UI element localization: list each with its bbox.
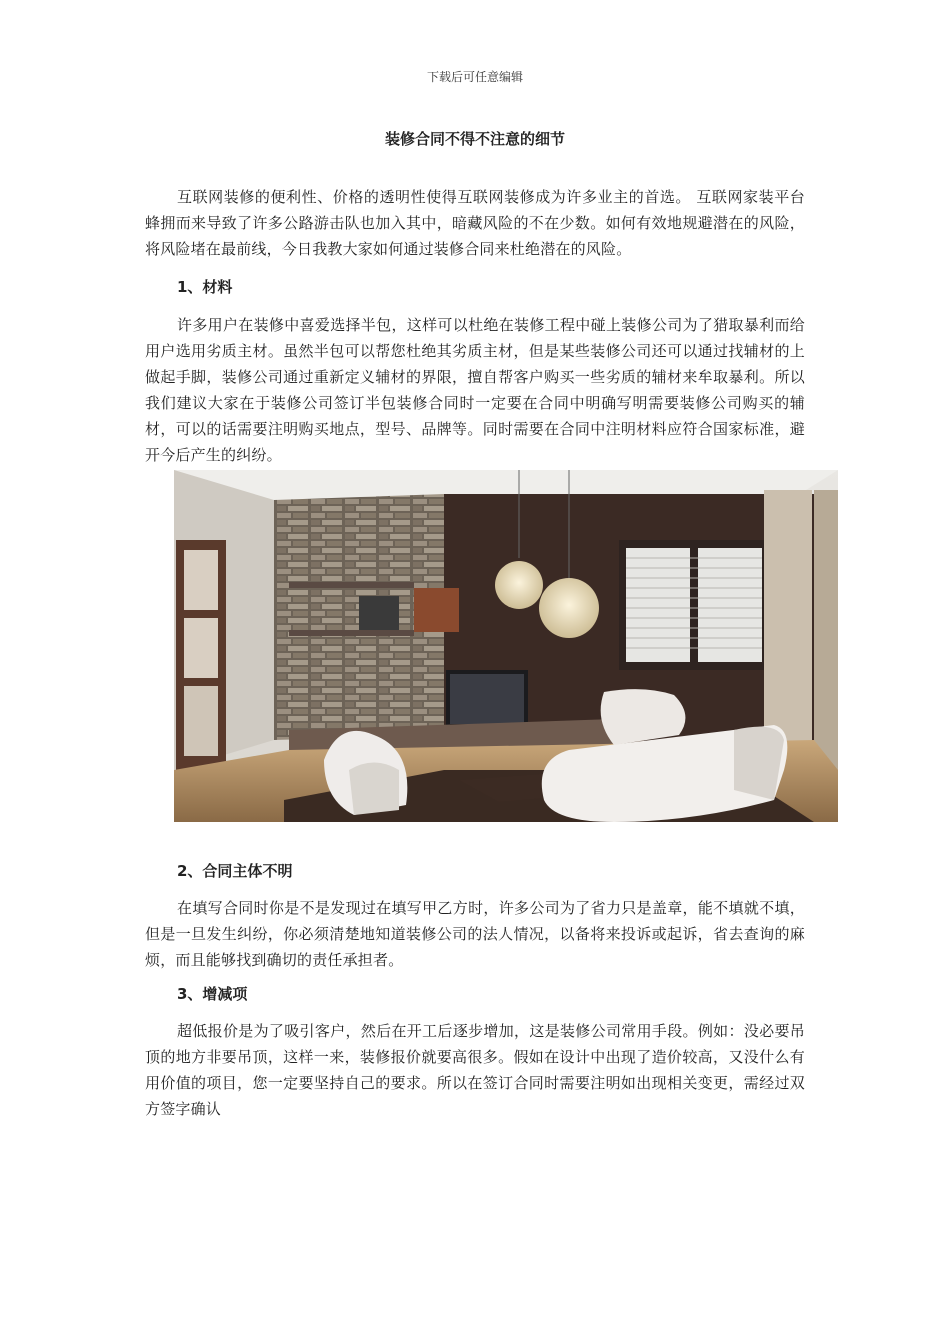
header-note: 下载后可任意编辑 <box>426 70 523 84</box>
intro-block <box>145 184 805 262</box>
section-materials <box>145 274 805 300</box>
section-materials-body <box>145 312 805 468</box>
living-room-photo <box>174 470 838 822</box>
section-paragraph: 超低报价是为了吸引客户，然后在开工后逐步增加，这是装修公司常用手段。例如：没必要吊顶的地方非要吊顶，这样一来，装修报价就要高很多。假如在设计中出现了造价较高，又没什么有用价值的项目，您一定要坚持自己的要求。所以在签订合同时需要注明如出现相关变更，需经过双方签字确认 <box>145 1022 805 1118</box>
document-title: 装修合同不得不注意的细节 <box>384 130 565 148</box>
section-heading: 3、增减项 <box>177 985 248 1003</box>
section-contract-parties-body <box>145 895 805 973</box>
section-paragraph: 许多用户在装修中喜爱选择半包，这样可以杜绝在装修工程中碰上装修公司为了猎取暴利而给用户选用劣质主材。虽然半包可以帮您杜绝其劣质主材，但是某些装修公司还可以通过找辅材的上做起手脚，装修公司通过重新定义辅材的界限，擅自帮客户购买一些劣质的辅材来牟取暴利。所以我们建议大家在于装修公司签订半包装修合同时一定要在合同中明确写明需要装修公司购买的辅材，可以的话需要注明购买地点，型号、品牌等。同时需要在合同中注明材料应符合国家标准，避开今后产生的纠纷。 <box>145 316 805 464</box>
section-additions-body <box>145 1018 805 1122</box>
section-heading: 1、材料 <box>177 278 233 296</box>
section-contract-parties <box>145 858 805 884</box>
section-paragraph: 在填写合同时你是不是发现过在填写甲乙方时，许多公司为了省力只是盖章，能不填就不填，但是一旦发生纠纷，你必须清楚地知道装修公司的法人情况，以备将来投诉或起诉，省去查询的麻烦，而且能够找到确切的责任承担者。 <box>145 899 805 969</box>
section-heading: 2、合同主体不明 <box>177 862 293 880</box>
intro-paragraph: 互联网装修的便利性、价格的透明性使得互联网装修成为许多业主的首选。 互联网家装平台蜂拥而来导致了许多公路游击队也加入其中，暗藏风险的不在少数。如何有效地规避潜在的风险，将风险堵在最前线，今日我教大家如何通过装修合同来杜绝潜在的风险。 <box>145 188 805 258</box>
section-additions <box>145 981 805 1007</box>
